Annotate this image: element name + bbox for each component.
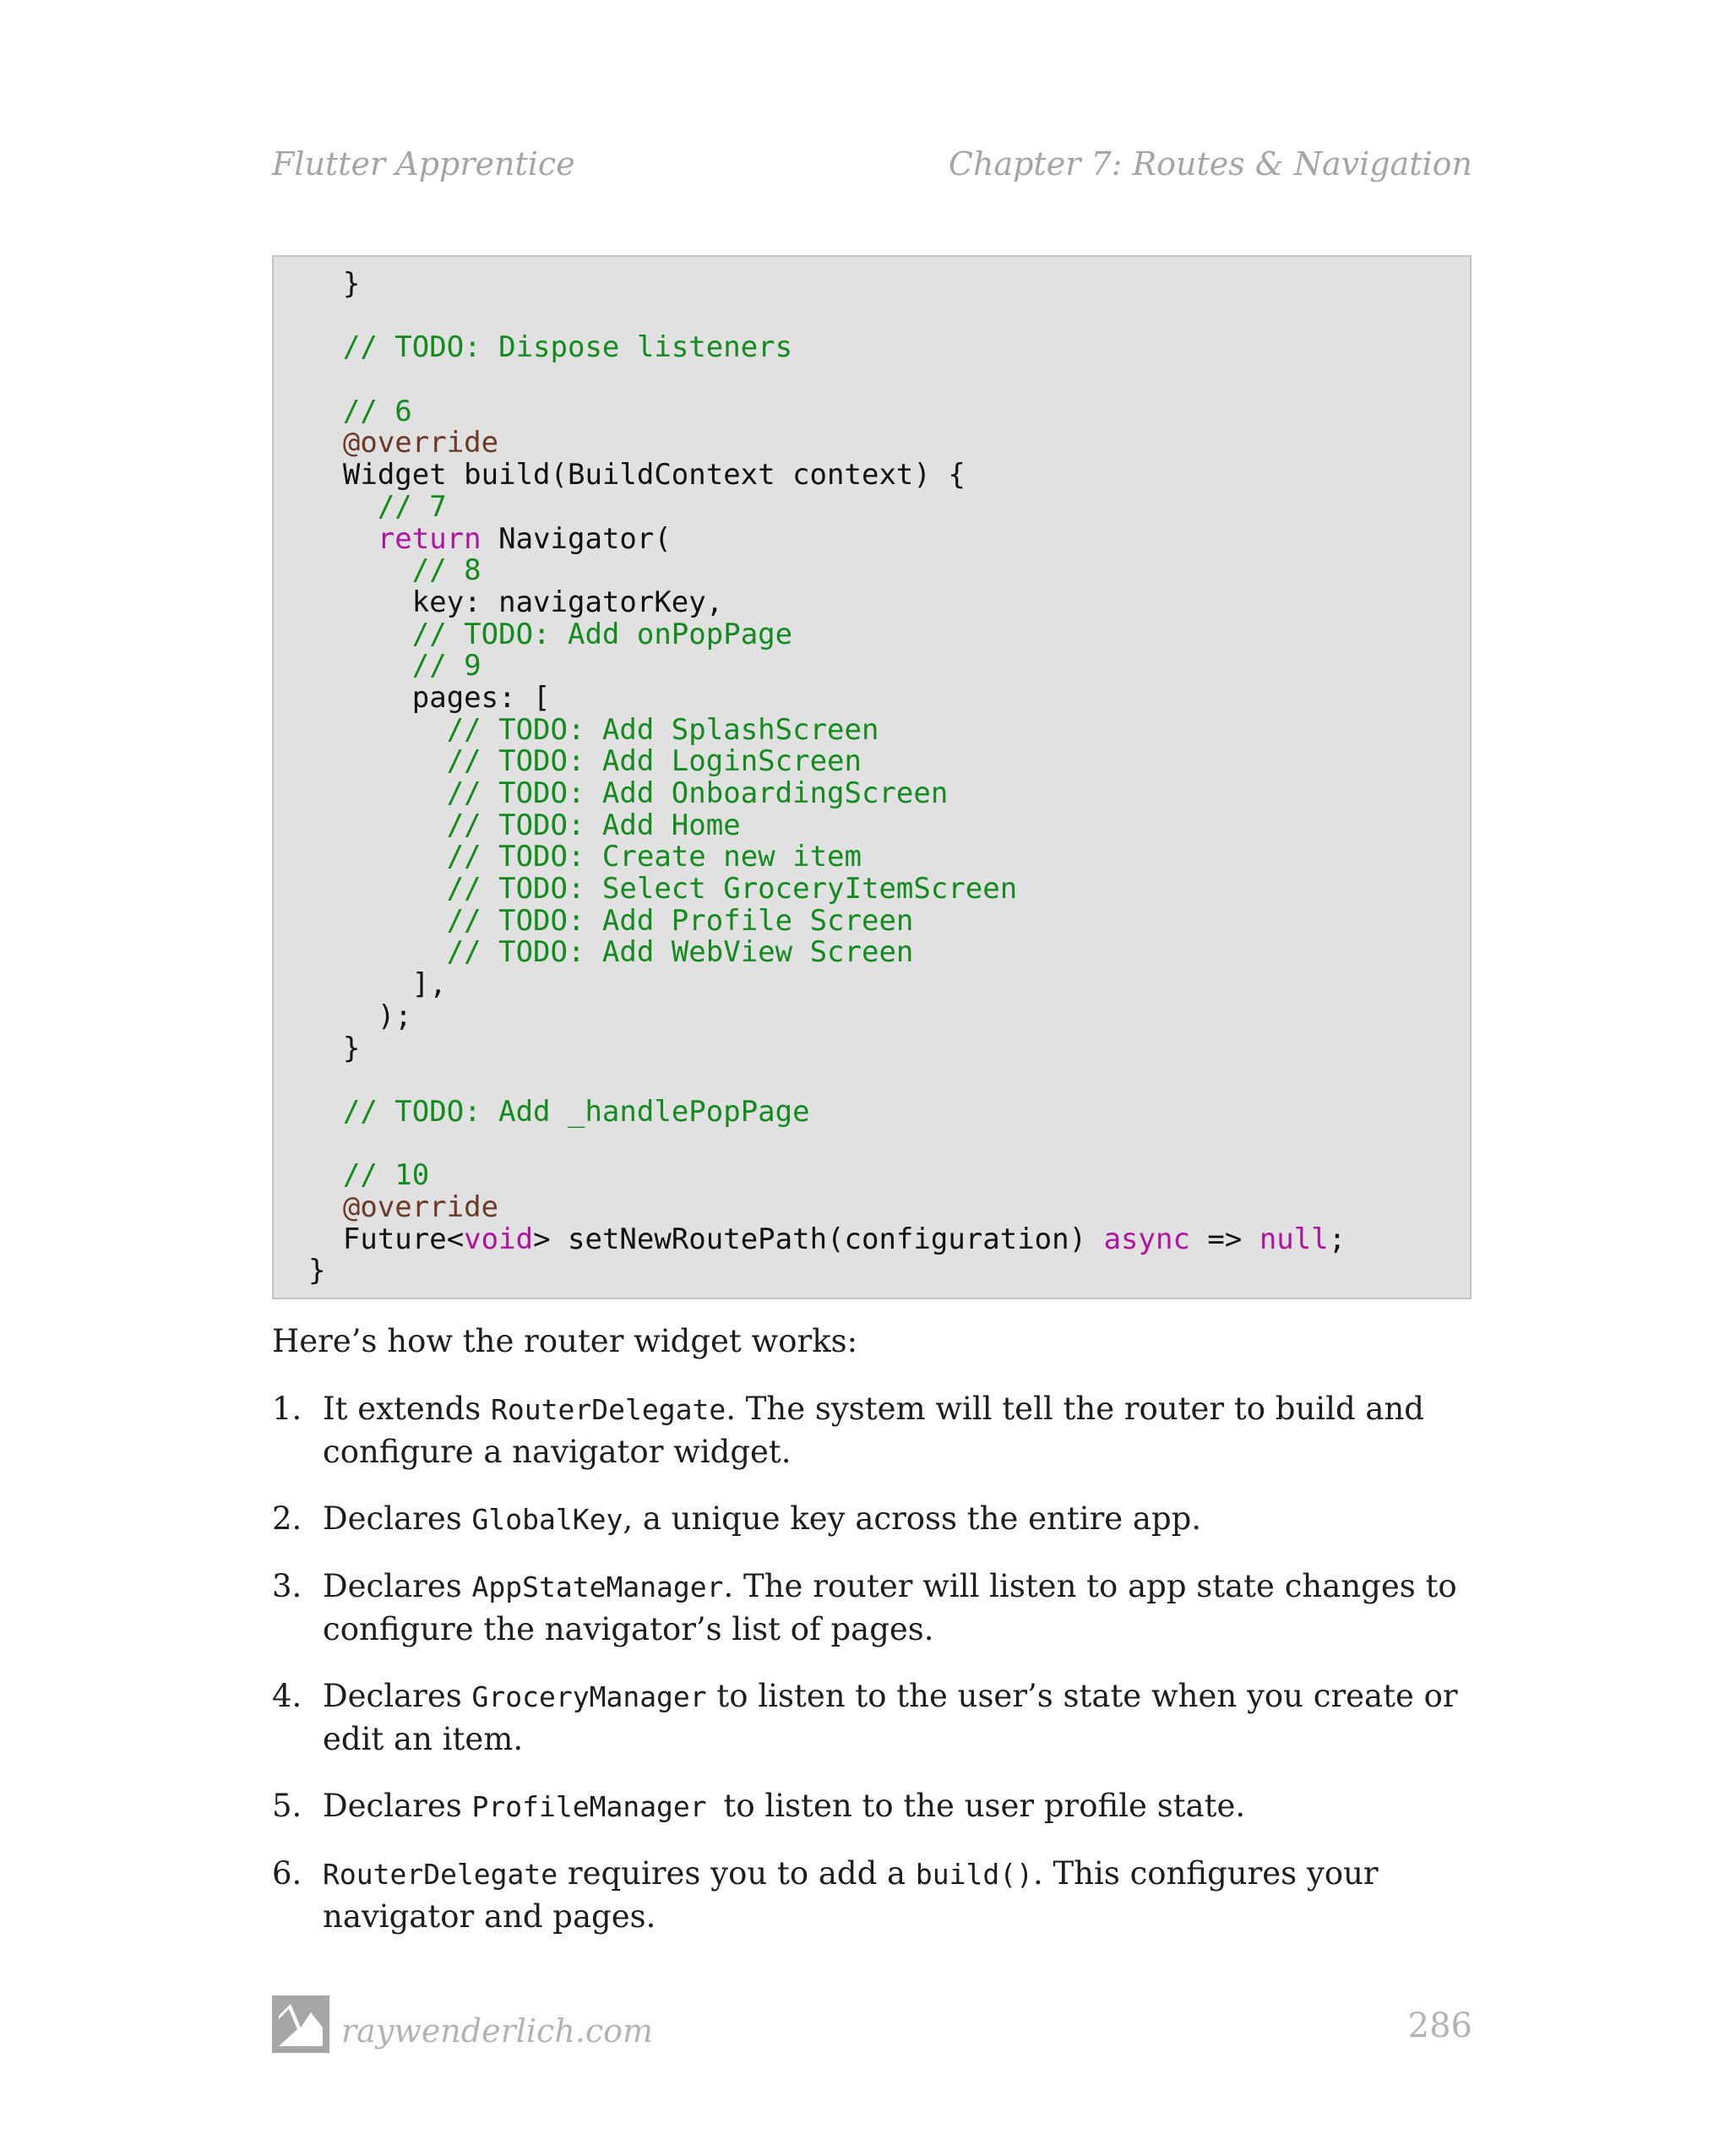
code-text: } [274,1031,361,1065]
list-item [272,1388,1480,1473]
code-line [274,680,1346,715]
list-item-text: . The router will listen to app state changes to configure the navigator’s list of pages. [323,1568,1457,1647]
code-line [274,1160,1346,1192]
code-line [274,460,1346,492]
code-text [274,1158,343,1192]
inline-code: AppStateManager [471,1571,724,1603]
list-item-number: 5. [272,1788,302,1824]
code-line [274,587,1346,619]
code-text: Widget build(BuildContext context) { [274,458,966,493]
inline-code: GlobalKey [471,1503,623,1536]
code-text: ; [1328,1222,1346,1256]
code-text [274,872,447,906]
code-keyword: async [1103,1222,1190,1256]
code-text [274,395,343,428]
page-number: 286 [1407,2006,1472,2045]
code-line [274,619,1346,651]
code-line [274,301,1346,333]
code-text: Future< [274,1222,465,1256]
code-text [274,1190,343,1224]
code-comment: // TODO: Add SplashScreen [446,712,879,747]
code-block [272,255,1472,1299]
code-line [274,427,1346,460]
code-listing [274,269,1346,1288]
code-comment: // TODO: Add WebView Screen [446,935,914,970]
code-text [274,744,447,778]
code-text [274,808,447,842]
code-text [274,618,412,651]
code-annotation: @override [342,1190,499,1224]
code-line [274,712,1346,747]
code-text [274,330,343,364]
code-line [274,1192,1346,1224]
code-line [274,555,1346,587]
code-text [274,553,412,587]
code-comment: // TODO: Select GroceryItemScreen [446,872,1018,906]
code-comment: // TODO: Add LoginScreen [446,744,862,779]
code-keyword: return [377,521,481,556]
code-line [274,937,1346,969]
code-comment: // TODO: Dispose listeners [342,330,793,365]
code-comment: // TODO: Add onPopPage [411,617,793,651]
code-line [274,521,1346,556]
code-comment: // TODO: Add Home [446,808,741,842]
list-item-text: requires you to add a [558,1855,916,1892]
list-item-text: . This configures your navigator and pages. [323,1855,1379,1935]
code-annotation: @override [342,426,499,460]
list-item-number: 1. [272,1391,302,1427]
code-text: ); [274,999,412,1033]
list-item-text: to listen to the user’s state when you create or edit an item. [323,1678,1458,1757]
code-text: key: navigatorKey, [274,585,724,619]
code-text [274,776,447,810]
code-comment: // 7 [377,489,447,524]
code-text: => [1189,1222,1259,1256]
code-text: } [274,267,361,301]
code-line [274,841,1346,874]
list-item-text: , a unique key across the entire app. [623,1500,1202,1537]
list-item-text: Declares [323,1678,472,1714]
list-item-text: It extends [323,1391,492,1427]
list-item [272,1565,1480,1651]
code-line [274,396,1346,428]
chapter-title: Chapter 7: Routes & Navigation [948,145,1472,182]
list-item-text: Declares [323,1788,472,1824]
code-comment: // TODO: Add Profile Screen [446,903,914,938]
code-comment: // 8 [411,553,481,588]
code-text: pages: [ [274,680,551,715]
code-keyword: null [1259,1222,1329,1256]
code-line [274,746,1346,778]
code-text: ], [274,967,447,1002]
code-text [274,904,447,938]
inline-code: GroceryManager [471,1680,707,1713]
code-text [274,490,378,524]
code-line [274,969,1346,1001]
list-item-number: 6. [272,1855,302,1892]
code-text: } [274,1254,326,1288]
code-line [274,1064,1346,1097]
code-keyword: void [464,1222,534,1256]
code-text [274,522,378,556]
code-line [274,1224,1346,1256]
code-line [274,1094,1346,1129]
code-comment: // 6 [342,394,412,428]
explanation-list [272,1388,1480,1963]
book-title: Flutter Apprentice [272,145,575,182]
code-comment: // TODO: Create new item [446,840,862,874]
code-line [274,810,1346,842]
code-line [274,1001,1346,1033]
inline-code: ProfileManager [471,1790,724,1823]
inline-code: build() [915,1858,1033,1891]
code-comment: // TODO: Add OnboardingScreen [446,776,949,810]
code-text: Navigator( [481,521,672,556]
code-line [274,332,1346,364]
inline-code: RouterDelegate [491,1393,726,1426]
code-line [274,1129,1346,1161]
list-item-number: 3. [272,1568,302,1604]
list-item-text: . The system will tell the router to build and configure a navigator widget. [323,1391,1424,1470]
list-item [272,1785,1480,1828]
code-text [274,840,447,874]
code-line [274,778,1346,810]
code-comment: // TODO: Add _handlePopPage [342,1094,810,1129]
code-line [274,874,1346,906]
code-comment: // 9 [411,649,481,683]
code-line [274,651,1346,683]
code-text [274,649,412,683]
raywenderlich-logo-icon [272,1995,329,2053]
code-text [274,1095,343,1129]
list-item-text: Declares [323,1568,472,1604]
code-text [274,426,343,460]
code-line [274,364,1346,396]
footer-site: raywenderlich.com [341,2012,654,2050]
list-item [272,1498,1480,1541]
code-line [274,489,1346,524]
code-text: > setNewRoutePath(configuration) [533,1222,1104,1256]
code-text [274,713,447,747]
code-line [274,903,1346,938]
list-item-text: to listen to the user profile state. [723,1788,1246,1824]
list-item-number: 4. [272,1678,302,1714]
list-item-number: 2. [272,1500,302,1537]
inline-code: RouterDelegate [323,1858,558,1891]
intro-paragraph: Here’s how the router widget works: [272,1323,858,1359]
code-text [274,935,447,969]
code-comment: // 10 [342,1158,430,1193]
code-line [274,1255,1346,1288]
list-item [272,1853,1480,1938]
code-line [274,1033,1346,1065]
list-item [272,1675,1480,1761]
list-item-text: Declares [323,1500,472,1537]
code-line [274,269,1346,301]
